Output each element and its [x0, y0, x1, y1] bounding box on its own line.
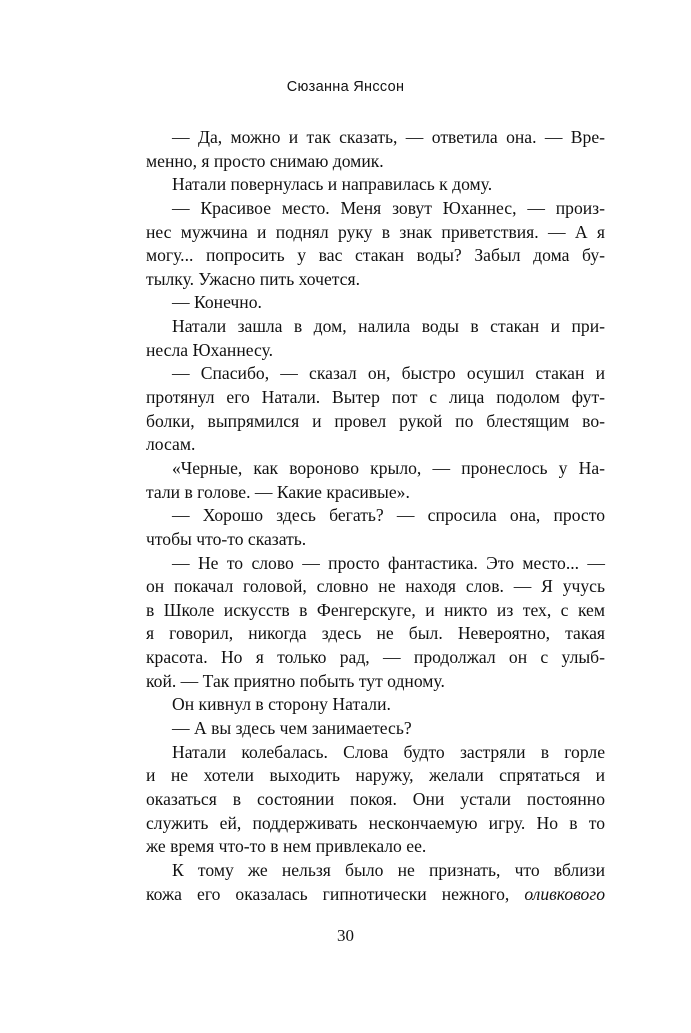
text-line [146, 788, 605, 812]
text-line [146, 670, 605, 694]
page-number: 30 [337, 926, 354, 945]
text-line [146, 504, 605, 528]
text-line-content: красота. Но я только рад, — продолжал он с улыб- [146, 647, 605, 668]
text-line [146, 339, 605, 363]
text-line-content: Натали повернулась и направилась к дому. [172, 174, 493, 195]
text-line-content: несла Юханнесу. [146, 339, 274, 360]
text-line [146, 410, 605, 434]
text-line-content: оказаться в состоянии покоя. Они устали постоянно [146, 788, 605, 809]
text-line [146, 315, 605, 339]
text-line [146, 291, 605, 315]
text-line [146, 386, 605, 410]
text-line-content: болки, выпрямился и провел рукой по блестящим во- [146, 410, 605, 431]
text-line [146, 481, 605, 505]
running-title: Сюзанна Янссон [286, 79, 405, 95]
text-line-content: служить ей, поддерживать нескончаемую игру. Но в то [146, 812, 605, 833]
text-line-content: кожа его оказалась гипнотически нежного, [146, 883, 525, 904]
text-line-content: чтобы что-то сказать. [146, 528, 307, 549]
text-line [146, 717, 605, 741]
text-line [146, 433, 605, 457]
text-line-content: — Не то слово — просто фантастика. Это место... — [172, 552, 605, 573]
text-line-content: — Красивое место. Меня зовут Юханнес, — произ- [172, 197, 605, 218]
text-line [146, 883, 605, 907]
text-line-content: — Да, можно и так сказать, — ответила она. — Вре- [172, 127, 605, 147]
text-line-content: — Спасибо, — сказал он, быстро осушил стакан и [172, 363, 605, 384]
text-line-content: К тому же нельзя было не признать, что вблизи [172, 859, 605, 880]
text-line [146, 741, 605, 765]
text-line-content: же время что-то в нем привлекало ее. [146, 836, 427, 857]
text-line [146, 764, 605, 788]
text-line [146, 362, 605, 386]
text-line [146, 126, 605, 150]
text-line [146, 835, 605, 859]
text-line [146, 221, 605, 245]
text-line [146, 197, 605, 221]
text-line-content: «Черные, как вороново крыло, — пронеслось у На- [172, 457, 605, 478]
text-line [146, 599, 605, 623]
text-line [146, 528, 605, 552]
text-line-content: — Конечно. [172, 292, 262, 313]
text-line-content: — А вы здесь чем занимаетесь? [172, 718, 412, 739]
text-line-content: лосам. [146, 434, 196, 455]
text-line [146, 693, 605, 717]
text-line [146, 622, 605, 646]
text-line [146, 552, 605, 576]
text-line-content: и не хотели выходить наружу, желали спрятаться и [146, 765, 605, 786]
text-line-content: я говорил, никогда здесь не был. Невероятно, такая [146, 623, 605, 644]
text-line-content: менно, я просто снимаю домик. [146, 150, 384, 171]
text-line [146, 457, 605, 481]
text-line [146, 575, 605, 599]
text-line [146, 646, 605, 670]
text-line-content: тали в голове. — Какие красивые». [146, 481, 410, 502]
text-line-content: Натали зашла в дом, налила воды в стакан и при- [172, 316, 605, 337]
text-line [146, 173, 605, 197]
text-line-content: тылку. Ужасно пить хочется. [146, 268, 360, 289]
text-line-content: нес мужчина и поднял руку в знак приветствия. — А я [146, 221, 605, 242]
text-line-content: Он кивнул в сторону Натали. [172, 694, 391, 715]
text-line-content: Натали колебалась. Слова будто застряли в горле [172, 741, 605, 762]
text-line-content: в Школе искусств в Фенгерскуге, и никто из тех, с кем [146, 599, 605, 620]
text-line [146, 268, 605, 292]
body-text [146, 126, 605, 906]
text-line-content: кой. — Так приятно побыть тут одному. [146, 670, 445, 691]
text-line [146, 150, 605, 174]
text-line-content: он покачал головой, словно не находя слов. — Я учусь [146, 576, 605, 597]
text-line-content: — Хорошо здесь бегать? — спросила она, просто [172, 505, 605, 526]
text-line-content: могу... попросить у вас стакан воды? Забыл дома бу- [146, 245, 605, 266]
italic-word: оливкового [524, 883, 605, 904]
text-line [146, 812, 605, 836]
text-line [146, 859, 605, 883]
text-line-content: протянул его Натали. Вытер пот с лица подолом фут- [146, 387, 605, 408]
text-line [146, 244, 605, 268]
